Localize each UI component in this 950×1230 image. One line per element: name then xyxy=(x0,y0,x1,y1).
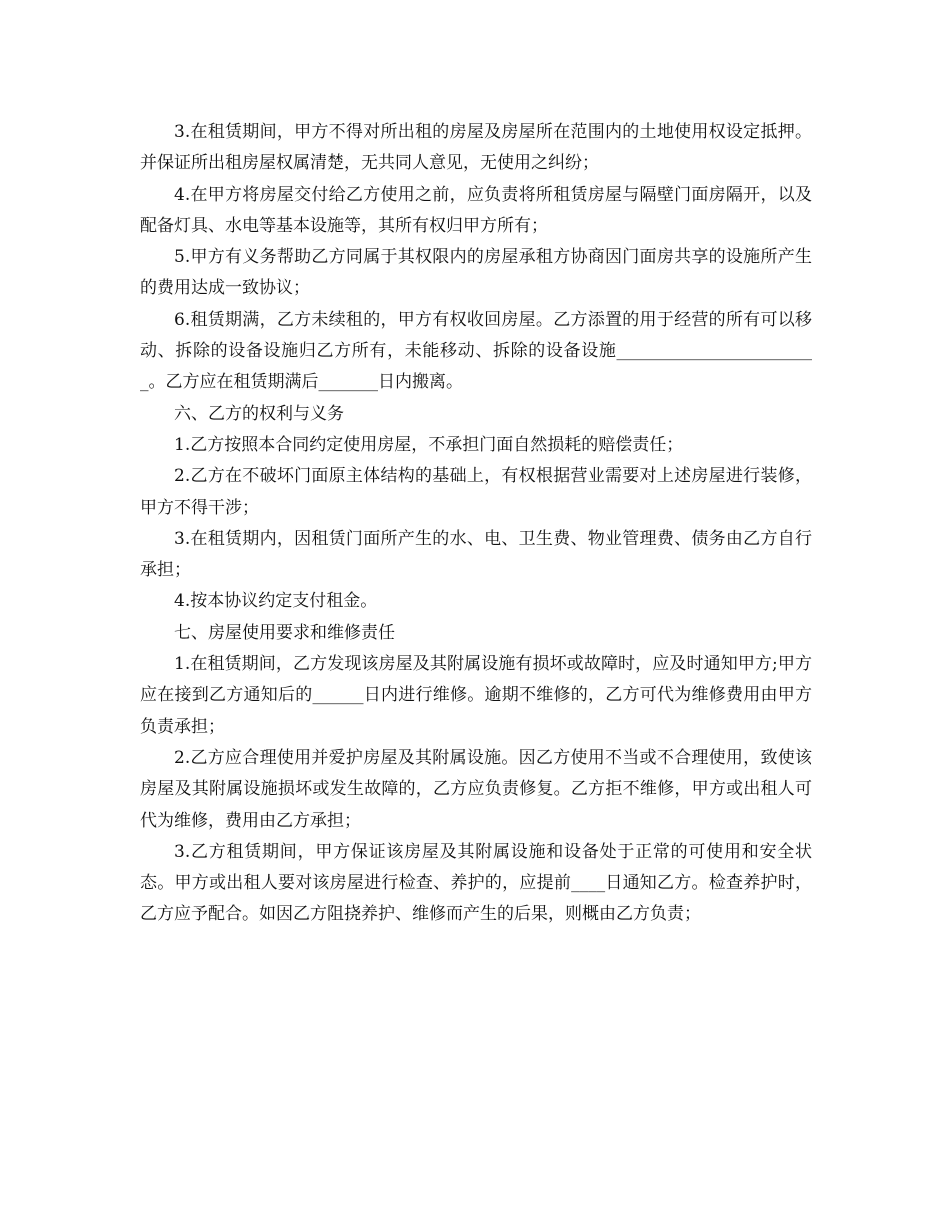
section-heading-lessee-rights: 六、乙方的权利与义务 xyxy=(174,403,344,424)
clause-lease-expiry-removal: 6.租赁期满，乙方未续租的，甲方有权收回房屋。乙方添置的用于经营的所有可以移动、拆除的设备设施归乙方所有，未能移动、拆除的设备设施________________________。乙方应在租赁期满后_______日内搬离。 xyxy=(140,309,812,393)
clause-lessee-utility-costs: 3.在租赁期内，因租赁门面所产生的水、电、卫生费、物业管理费、债务由乙方自行承担； xyxy=(140,528,812,581)
clause-lessee-pay-rent: 4.按本协议约定支付租金。 xyxy=(174,591,378,612)
clause-proper-use: 2.乙方应合理使用并爱护房屋及其附属设施。因乙方使用不当或不合理使用，致使该房屋及其附属设施损坏或发生故障的，乙方应负责修复。乙方拒不维修，甲方或出租人可代为维修，费用由乙方承担； xyxy=(140,747,812,831)
clause-safe-condition-inspection: 3.乙方租赁期间，甲方保证该房屋及其附属设施和设备处于正常的可使用和安全状态。甲方或出租人要对该房屋进行检查、养护的，应提前____日通知乙方。检查养护时，乙方应予配合。如因乙方阻挠养护、维修而产生的后果，则概由乙方负责； xyxy=(140,841,812,925)
section-heading-use-maintenance: 七、房屋使用要求和维修责任 xyxy=(174,622,395,643)
clause-repair-notice: 1.在租赁期间，乙方发现该房屋及其附属设施有损坏或故障时，应及时通知甲方;甲方应在接到乙方通知后的______日内进行维修。逾期不维修的，乙方可代为维修费用由甲方负责承担； xyxy=(140,654,812,737)
clause-lessor-no-mortgage: 3.在租赁期间，甲方不得对所出租的房屋及房屋所在范围内的土地使用权设定抵押。并保证所出租房屋权属清楚，无共同人意见，无使用之纠纷； xyxy=(140,122,812,174)
clause-lessor-shared-costs: 5.甲方有义务帮助乙方同属于其权限内的房屋承租方协商因门面房共享的设施所产生的费用达成一致协议； xyxy=(140,247,812,299)
clause-lessee-normal-wear: 1.乙方按照本合同约定使用房屋，不承担门面自然损耗的赔偿责任； xyxy=(174,434,684,455)
clause-lessee-renovation: 2.乙方在不破坏门面原主体结构的基础上，有权根据营业需要对上述房屋进行装修，甲方不得干涉； xyxy=(140,466,812,518)
clause-lessor-partition-facilities: 4.在甲方将房屋交付给乙方使用之前，应负责将所租赁房屋与隔壁门面房隔开，以及配备灯具、水电等基本设施等，其所有权归甲方所有； xyxy=(140,184,812,236)
document-body xyxy=(140,117,812,931)
